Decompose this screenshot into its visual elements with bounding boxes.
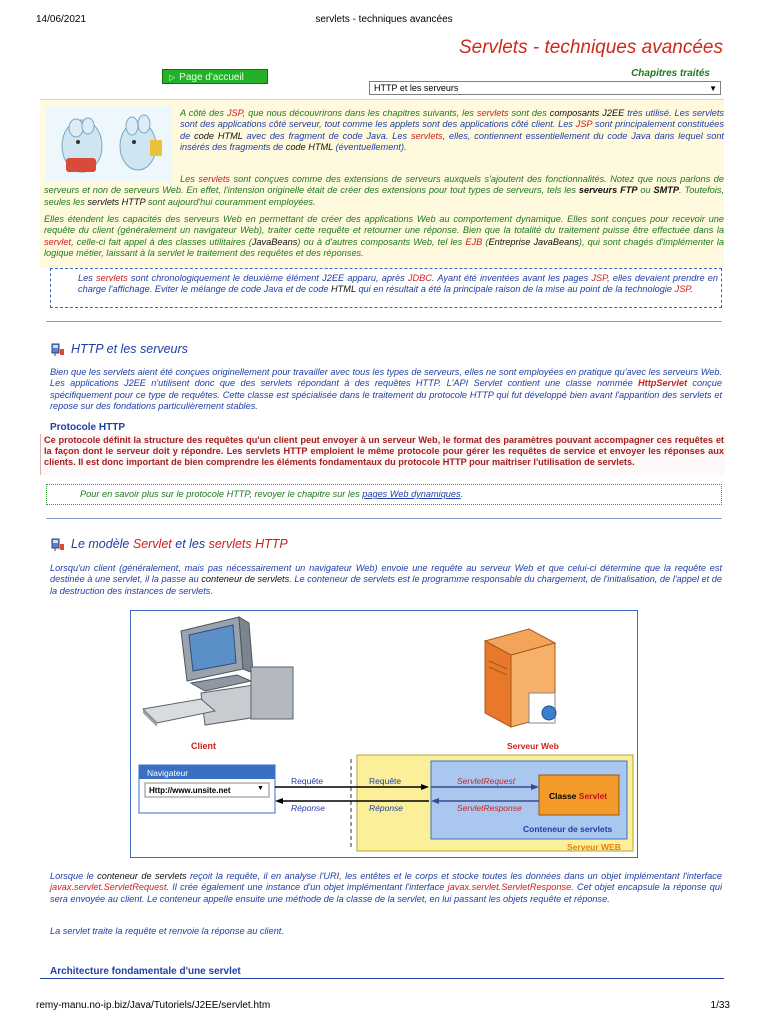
text-run: servlets bbox=[410, 130, 443, 141]
text-run: servlets bbox=[476, 108, 509, 118]
chapter-select-value: HTTP et les serveurs bbox=[374, 83, 459, 93]
class-servlet-label bbox=[549, 791, 607, 801]
server-label: Serveur Web bbox=[507, 741, 559, 751]
text-run: sont aujourd'hui couramment employées. bbox=[145, 196, 316, 207]
text-run: HttpServlet bbox=[638, 378, 688, 389]
http-more-note-text bbox=[80, 489, 700, 500]
cartoon-illustration bbox=[46, 106, 172, 182]
text-run: JSP bbox=[591, 273, 608, 283]
diagram-drawing bbox=[131, 611, 637, 857]
servlet-model-paragraph bbox=[50, 563, 722, 597]
page-title: Servlets - techniques avancées bbox=[458, 37, 723, 58]
servlets-history-note-text bbox=[78, 273, 718, 296]
chapter-select[interactable] bbox=[369, 81, 721, 95]
text-run: ), qui sont chagés d'implémenter la logique métier, laissant à la servlet le traitement des requêtes et des réponses. bbox=[44, 236, 724, 258]
architecture-rule bbox=[40, 978, 724, 979]
server-web-label: Serveur WEB bbox=[567, 842, 621, 852]
text-run: Lorsqu'un client (généralement, mais pas nécessairement un navigateur Web) envoie une requête au serveur Web et que celui-ci détermine que la requête est destinée à une servlet, il la passe au bbox=[50, 563, 722, 585]
text-run: . Cet objet encapsule la réponse qui sera envoyée au client. Le conteneur appelle ensuite une méthode de la classe de la servlet, en lui passant les objets requête et réponse. bbox=[50, 882, 722, 904]
text-run: sont principalement constituées de bbox=[180, 119, 725, 141]
http-more-prefix: Pour en savoir plus sur le protocole HTTP, revoyer le chapitre sur les bbox=[80, 489, 363, 499]
network-icon bbox=[51, 538, 65, 552]
text-run: , que nous découvrirons dans les chapitres suivants, les bbox=[242, 108, 477, 118]
client-computer-icon bbox=[143, 617, 293, 727]
class-servlet-prefix: Classe bbox=[549, 791, 579, 801]
text-run: servlets bbox=[198, 174, 231, 184]
chapters-label: Chapitres traités bbox=[631, 68, 710, 79]
text-run: ( bbox=[482, 236, 489, 247]
text-run: Le modèle bbox=[71, 537, 133, 551]
request-label-client: Requête bbox=[291, 776, 324, 786]
text-run: . Toutefois, seules les bbox=[44, 185, 725, 207]
intro-paragraph-2 bbox=[44, 174, 724, 208]
text-run: code HTML bbox=[194, 130, 243, 141]
text-run: SMTP bbox=[653, 185, 680, 196]
text-run: ) ou à d'autres composants Web, tel les bbox=[297, 236, 466, 247]
text-run: et les bbox=[171, 537, 209, 551]
architecture-title: Architecture fondamentale d'une servlet bbox=[50, 966, 241, 977]
chevron-down-icon: ▼ bbox=[709, 84, 717, 93]
client-label: Client bbox=[191, 741, 217, 751]
text-run: très utilisé. Les servlets sont des applications côté serveur, tout comme les applets sont des applications côté client. Les bbox=[180, 108, 725, 130]
text-run: . bbox=[690, 284, 693, 295]
text-run: conteneur de servlets bbox=[97, 871, 187, 881]
text-run: (éventuellement). bbox=[333, 141, 407, 152]
home-button-label: Page d'accueil bbox=[179, 72, 244, 83]
text-run: qui en résultait a été la principale raison de la mise au point de la technologie bbox=[355, 284, 675, 295]
text-run: sont chronologiquement le deuxième élément J2EE apparu, après bbox=[127, 273, 408, 283]
protocol-http-paragraph: Ce protocole définit la structure des requêtes qu'un client peut envoyer à un serveur Web, le format des paramètres pouvant accompagner ces requêtes et la façon dont le serveur doit y répondre. Les servlets HTTP emploient le même protocole pour gérer les requêtes de service et envoyer les réponses aux clients. Il est donc important de bien comprendre les éléments fondamentaux du protocole HTTP pour maîtriser l'utilisation de servlets. bbox=[44, 435, 724, 467]
text-run: JDBC bbox=[407, 273, 432, 283]
intro-paragraph-1 bbox=[180, 108, 724, 153]
text-run: Servlet bbox=[132, 537, 172, 551]
print-header bbox=[0, 14, 768, 28]
text-run: Les bbox=[78, 273, 97, 283]
text-run: A côté des bbox=[180, 108, 227, 118]
text-run: servlets bbox=[96, 273, 128, 283]
text-run: Entreprise JavaBeans bbox=[488, 236, 579, 247]
text-run: . Ayant été inventées avant les pages bbox=[431, 273, 592, 283]
intro-paragraph-3 bbox=[44, 214, 724, 259]
text-run: , elles devaient prendre en charge l'affichage. Eviter le mélange de code Java et de code bbox=[78, 273, 718, 295]
text-run: composants J2EE bbox=[549, 108, 625, 118]
text-run: servlets HTTP bbox=[208, 537, 288, 551]
text-run: javax.servlet.ServletResponse bbox=[447, 882, 572, 893]
response-label-server: Réponse bbox=[369, 803, 404, 813]
text-run: servlets HTTP bbox=[87, 196, 146, 207]
text-run: , celle-ci fait appel à des classes utilitaires ( bbox=[71, 236, 252, 247]
print-date: 14/06/2021 bbox=[36, 14, 87, 25]
text-run: . Il crée également une instance d'un objet implémentant l'interface bbox=[166, 882, 448, 893]
browser-url: Http://www.unsite.net bbox=[149, 786, 231, 795]
text-run: serveurs FTP bbox=[578, 185, 638, 196]
servlet-container-paragraph bbox=[50, 871, 722, 905]
text-run: . Le conteneur de servlets est le programme responsable du chargement, de l'initialisation, de l'appel et de la destruction des instances de servlets. bbox=[50, 574, 723, 596]
section-title-servlet-model bbox=[71, 537, 288, 551]
text-run: JSP bbox=[575, 119, 593, 130]
print-page-number: 1/33 bbox=[710, 1000, 730, 1011]
text-run: , elles, contiennent essentiellement du code Java dans lequel sont insérés des fragments de bbox=[180, 130, 724, 152]
text-run: javax.servlet.ServletRequest bbox=[50, 882, 167, 893]
http-more-suffix: . bbox=[460, 489, 464, 499]
text-run: reçoit la requête, il en analyse l'URI, les entêtes et le corps et stocke toutes les données dans un objet implémentant l'interface bbox=[186, 871, 722, 881]
text-run: Les bbox=[180, 174, 199, 184]
container-label: Conteneur de servlets bbox=[523, 824, 613, 834]
text-run: servlet bbox=[44, 236, 72, 247]
servlet-response-paragraph: La servlet traite la requête et renvoie la réponse au client. bbox=[50, 926, 284, 936]
web-server-icon bbox=[485, 629, 556, 727]
text-run: EJB bbox=[465, 236, 483, 247]
text-run: Lorsque le bbox=[50, 871, 98, 881]
servlet-response-label: ServletResponse bbox=[457, 803, 522, 813]
servlet-architecture-diagram bbox=[130, 610, 638, 858]
servlet-request-label: ServletRequest bbox=[457, 776, 516, 786]
print-url: remy-manu.no-ip.biz/Java/Tutoriels/J2EE/servlet.htm bbox=[36, 1000, 271, 1011]
text-run: Elles étendent les capacités des serveurs Web en permettant de créer des applications Web au comportement dynamique. Elles sont conçues pour recevoir une requête du client (généralement un navigateur Web), traiter cette requête et retourner une réponse. Bien que la totalité du traitement puisse être effectuée dans la bbox=[44, 214, 724, 236]
protocol-http-title: Protocole HTTP bbox=[50, 422, 126, 433]
text-run: JavaBeans bbox=[251, 236, 298, 247]
play-icon: ▷ bbox=[169, 73, 176, 82]
network-icon bbox=[51, 343, 65, 357]
text-run: conçue spécifiquement pour ce type de requêtes. Cette classe est spécialisée dans le traitement du protocole HTTP qui fut développé bien avant l'apparition des servlets et repose sur des fondations particulièrement stables. bbox=[50, 378, 722, 411]
text-run: HTML bbox=[331, 284, 356, 295]
chevron-down-icon: ▼ bbox=[257, 785, 264, 792]
home-button[interactable] bbox=[162, 69, 268, 84]
text-run: conteneur de servlets bbox=[201, 574, 290, 585]
text-run: sont des bbox=[508, 108, 550, 118]
section-divider bbox=[46, 518, 722, 519]
section-divider bbox=[46, 321, 722, 322]
section-title-http: HTTP et les serveurs bbox=[71, 342, 188, 356]
text-run: JSP bbox=[674, 284, 691, 295]
request-label-server: Requête bbox=[369, 776, 402, 786]
pages-web-dynamiques-link[interactable]: pages Web dynamiques bbox=[362, 489, 461, 499]
http-servers-paragraph bbox=[50, 367, 722, 412]
browser-title: Navigateur bbox=[147, 768, 189, 778]
text-run: avec des fragment de code Java. Les bbox=[242, 130, 411, 141]
text-run: JSP bbox=[226, 108, 243, 118]
text-run: sont conçues comme des extensions de serveurs auxquels s'ajoutent des fonctionnalités. Notez que nous parlons de serveurs et non de serveurs Web. En effet, l'intension originelle était de créer des extensions pour tout types de serveurs, tels les bbox=[44, 174, 724, 196]
text-run: Bien que les servlets aient été conçues originellement pour travailler avec tous les types de serveurs, elles ne sont employées en pratique qu'avec les serveurs Web. Les applications J2EE n'utilisent donc que des servlets répondant à des requêtes HTTP. L'API Servlet contient une classe nommée bbox=[50, 367, 722, 389]
text-run: ou bbox=[637, 185, 654, 196]
text-run: code HTML bbox=[285, 141, 334, 152]
response-label-client: Réponse bbox=[291, 803, 326, 813]
print-title: servlets - techniques avancées bbox=[315, 14, 453, 25]
class-servlet-name: Servlet bbox=[578, 791, 608, 801]
